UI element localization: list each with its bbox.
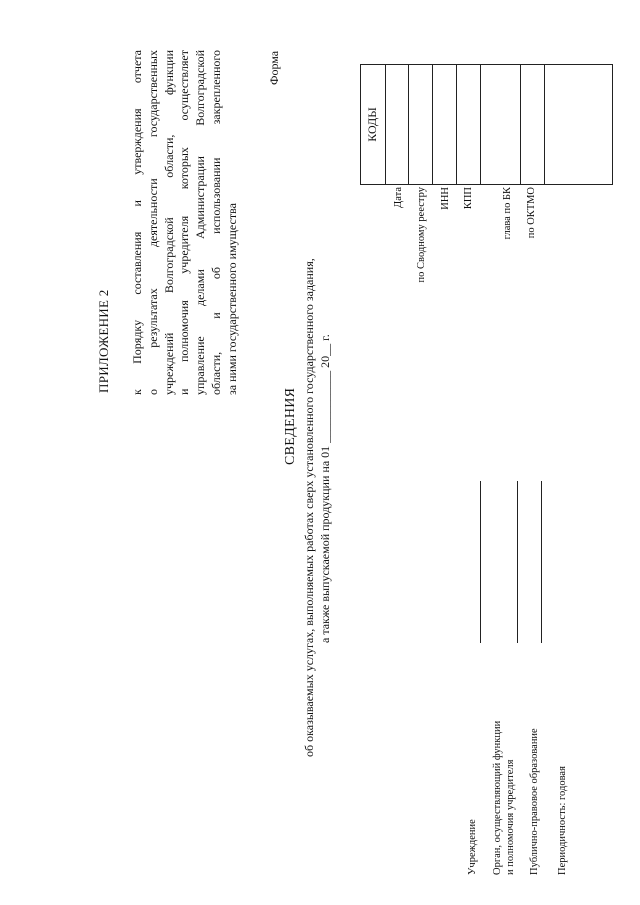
code-cell-blank[interactable] (545, 65, 612, 184)
code-cell-oktmo[interactable] (521, 65, 545, 184)
founder-organ-label-line-2: и полномочия учредителя (505, 759, 517, 875)
institution-label: Учреждение (467, 819, 478, 875)
codes-header-label: КОДЫ (365, 107, 379, 142)
intro-line: за ними государственного имущества (224, 203, 239, 395)
codes-table (360, 64, 613, 185)
intro-line: к Порядку составления и утверждения отчета (130, 50, 144, 395)
intro-line: о результатах деятельности государственных (145, 50, 160, 395)
intro-line: области, и об использовании закрепленного (209, 50, 224, 395)
intro-line: учреждений Волгоградской области, функции (161, 50, 176, 395)
code-cell-budget-chapter[interactable] (481, 65, 521, 184)
code-label-kpp: КПП (463, 187, 474, 210)
document-subtitle-line-2: а также выпускаемой продукции на 01 ____________ 20__ г. (318, 334, 332, 643)
code-label-registry: по Сводному реестру (416, 187, 427, 283)
codes-table-header (361, 65, 386, 184)
intro-line: и полномочия учредителя которых осуществляет (177, 50, 192, 395)
code-cell-kpp[interactable] (457, 65, 481, 184)
periodicity-label: Периодичность: годовая (557, 766, 568, 875)
public-entity-input-line[interactable] (541, 481, 542, 643)
appendix-description (130, 50, 241, 395)
document-subtitle-line-1: об оказываемых услугах, выполняемых работах сверх установленного государственного задания, (302, 258, 316, 757)
founder-organ-label-line-1: Орган, осуществляющий функции (492, 720, 503, 875)
document-title: СВЕДЕНИЯ (283, 387, 298, 465)
code-label-inn: ИНН (440, 187, 451, 210)
form-label: Форма (267, 50, 281, 85)
appendix-title: ПРИЛОЖЕНИЕ 2 (96, 289, 111, 393)
public-entity-label: Публично-правовое образование (529, 728, 540, 875)
founder-organ-label (491, 721, 517, 875)
founder-organ-input-line[interactable] (517, 481, 518, 643)
code-cell-registry[interactable] (409, 65, 433, 184)
institution-input-line[interactable] (480, 481, 481, 643)
code-cell-inn[interactable] (433, 65, 457, 184)
code-label-date: Дата (393, 187, 404, 208)
code-label-budget-chapter: глава по БК (502, 187, 513, 240)
code-cell-date[interactable] (385, 65, 409, 184)
code-label-oktmo: по ОКТМО (526, 187, 537, 239)
intro-line: управление делами Администрации Волгоградской (193, 50, 208, 395)
